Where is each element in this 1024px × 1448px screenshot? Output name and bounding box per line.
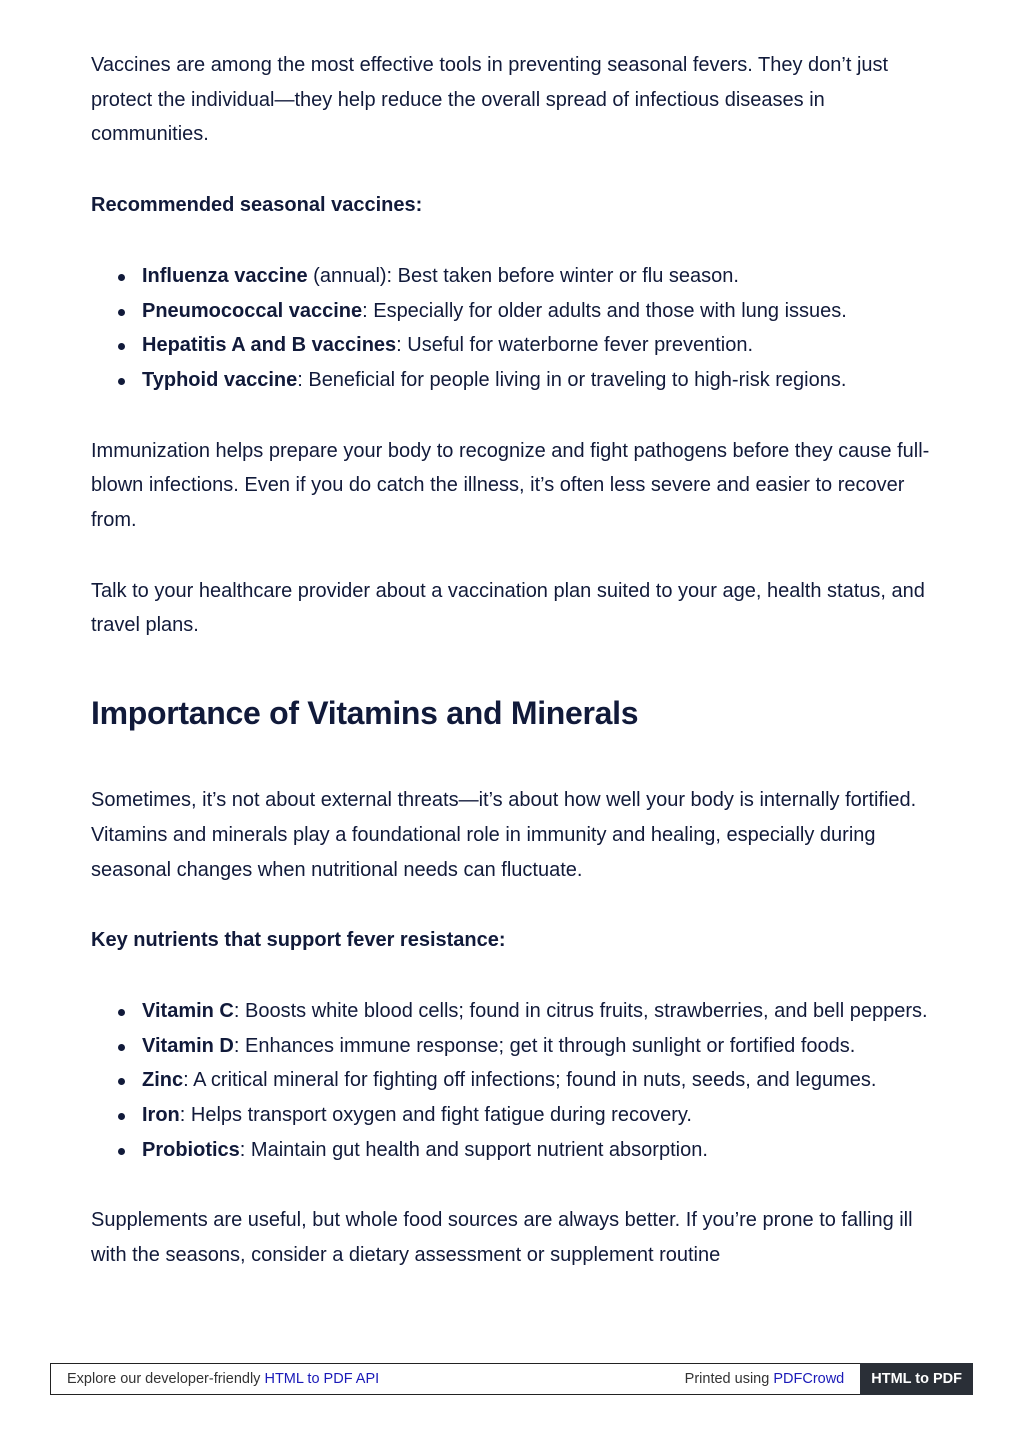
list-item [142,363,931,398]
list-item-term: Vitamin D [142,1034,234,1057]
list-item-text: : Useful for waterborne fever prevention. [396,334,754,357]
footer-explore-text: Explore our developer-friendly [67,1371,265,1387]
list-item-term: Zinc [142,1069,184,1092]
list-item-term: Iron [142,1104,180,1127]
pdfcrowd-link[interactable]: PDFCrowd [773,1371,845,1387]
list-item [142,328,931,363]
footer-printed-text: Printed using [684,1371,774,1387]
list-item-term: Influenza vaccine [142,264,308,287]
footer-printed [685,1371,861,1387]
list-item-term: Pneumococcal vaccine [142,299,363,322]
list-item-text: : Maintain gut health and support nutrient absorption. [239,1138,708,1161]
vaccines-list [91,259,931,398]
html-to-pdf-api-link[interactable]: HTML to PDF API [264,1371,380,1387]
pdfcrowd-footer-bar [50,1363,973,1395]
list-item-text: : Especially for older adults and those with lung issues. [362,299,847,322]
document-body [91,48,931,1273]
immunization-paragraph: Immunization helps prepare your body to recognize and fight pathogens before they cause full-blown infections. Even if you do catch the illness, it’s often less severe and easier to recover from. [91,439,930,532]
list-item-text: : Helps transport oxygen and fight fatigue during recovery. [179,1104,692,1127]
nutrients-list-heading: Key nutrients that support fever resistance: [91,929,506,952]
footer-explore [51,1371,685,1387]
list-item-text: : Beneficial for people living in or traveling to high-risk regions. [297,368,847,391]
html-to-pdf-button[interactable]: HTML to PDF [860,1363,973,1395]
vaccines-list-heading: Recommended seasonal vaccines: [91,194,423,217]
list-item [142,1063,931,1098]
list-item-text: : Enhances immune response; get it through sunlight or fortified foods. [233,1034,856,1057]
nutrients-list [91,994,931,1168]
list-item-text: (annual): Best taken before winter or flu season. [307,264,739,287]
list-item-term: Probiotics [142,1138,240,1161]
list-item [142,1098,931,1133]
section-heading-vitamins: Importance of Vitamins and Minerals [91,695,639,732]
list-item-term: Hepatitis A and B vaccines [142,334,397,357]
list-item [142,259,931,294]
list-item [142,1029,931,1064]
healthcare-provider-paragraph: Talk to your healthcare provider about a vaccination plan suited to your age, health status, and travel plans. [91,579,925,637]
list-item-term: Typhoid vaccine [142,368,298,391]
list-item [142,1133,931,1168]
vitamins-intro-paragraph: Sometimes, it’s not about external threats—it’s about how well your body is internally fortified. Vitamins and minerals play a foundational role in immunity and healing, especially during seasonal changes when nutritional needs can fluctuate. [91,789,917,881]
list-item-term: Vitamin C [142,999,234,1022]
list-item-text: : A critical mineral for fighting off infections; found in nuts, seeds, and legumes. [183,1069,877,1092]
supplements-paragraph: Supplements are useful, but whole food sources are always better. If you’re prone to falling ill with the seasons, consider a dietary assessment or supplement routine [91,1209,913,1267]
list-item [142,294,931,329]
vaccines-intro-paragraph: Vaccines are among the most effective tools in preventing seasonal fevers. They don’t just protect the individual—they help reduce the overall spread of infectious diseases in communities. [91,54,889,146]
list-item [142,994,931,1029]
list-item-text: : Boosts white blood cells; found in citrus fruits, strawberries, and bell peppers. [233,999,928,1022]
